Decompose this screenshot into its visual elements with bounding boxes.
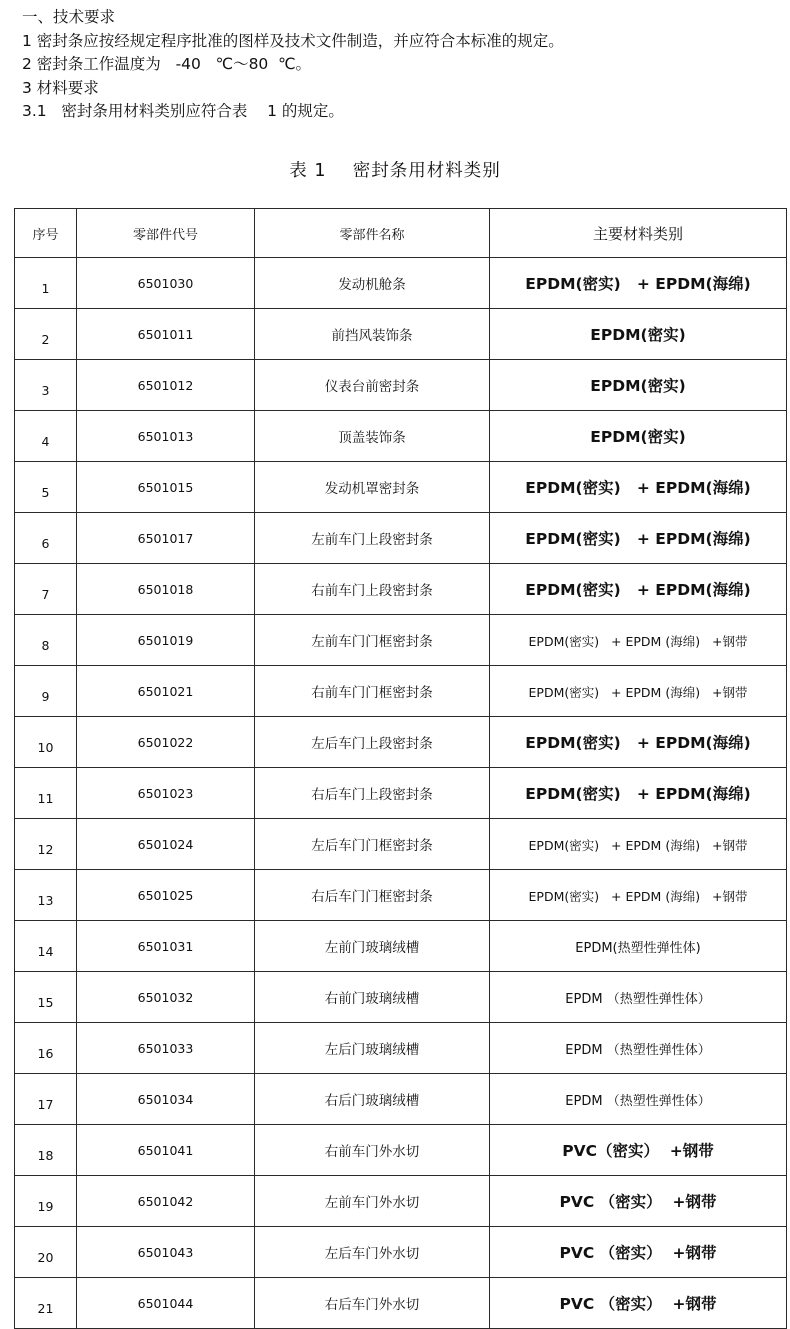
part-name: 前挡风装饰条	[255, 309, 490, 360]
part-name: 右后车门门框密封条	[255, 870, 490, 921]
table-row	[15, 870, 787, 921]
part-name: 左后门玻璃绒槽	[255, 1023, 490, 1074]
material-cell	[490, 360, 787, 411]
part-code: 6501030	[77, 258, 255, 309]
part-name: 左前门玻璃绒槽	[255, 921, 490, 972]
row-number: 16	[15, 1023, 77, 1074]
part-code: 6501021	[77, 666, 255, 717]
material-cell	[490, 1023, 787, 1074]
material-text: EPDM(密实) + EPDM(海绵)	[525, 581, 751, 599]
table-row	[15, 666, 787, 717]
part-name: 右前车门门框密封条	[255, 666, 490, 717]
material-cell	[490, 462, 787, 513]
row-number: 21	[15, 1278, 77, 1329]
header-no: 序号	[15, 209, 77, 258]
part-code: 6501041	[77, 1125, 255, 1176]
table-title: 表 1 密封条用材料类别	[289, 161, 501, 181]
material-text: EPDM(密实) + EPDM(海绵)	[525, 275, 751, 293]
part-code: 6501032	[77, 972, 255, 1023]
header-code: 零部件代号	[77, 209, 255, 258]
row-number: 8	[15, 615, 77, 666]
part-code: 6501025	[77, 870, 255, 921]
table-row	[15, 1074, 787, 1125]
part-name: 右后车门外水切	[255, 1278, 490, 1329]
material-text: EPDM(密实) + EPDM (海绵) +钢带	[528, 837, 748, 853]
material-text: EPDM(密实) + EPDM (海绵) +钢带	[528, 684, 748, 700]
row-number: 7	[15, 564, 77, 615]
part-code: 6501024	[77, 819, 255, 870]
row-number: 3	[15, 360, 77, 411]
table-row	[15, 462, 787, 513]
part-name: 顶盖装饰条	[255, 411, 490, 462]
part-name: 右前车门上段密封条	[255, 564, 490, 615]
material-text: EPDM(密实) + EPDM(海绵)	[525, 734, 751, 752]
requirement-2: 2 密封条工作温度为 -40 ℃～80 ℃。	[22, 55, 312, 74]
row-number: 1	[15, 258, 77, 309]
table-row	[15, 513, 787, 564]
table-row	[15, 309, 787, 360]
table-row	[15, 921, 787, 972]
material-cell	[490, 819, 787, 870]
part-name: 右后门玻璃绒槽	[255, 1074, 490, 1125]
part-name: 左前车门上段密封条	[255, 513, 490, 564]
header-material: 主要材料类别	[490, 209, 787, 258]
row-number: 6	[15, 513, 77, 564]
material-cell	[490, 1278, 787, 1329]
table-row	[15, 972, 787, 1023]
row-number: 20	[15, 1227, 77, 1278]
table-row	[15, 1176, 787, 1227]
part-name: 仪表台前密封条	[255, 360, 490, 411]
requirement-1: 1 密封条应按经规定程序批准的图样及技术文件制造，并应符合本标准的规定。	[22, 31, 564, 50]
material-cell	[490, 870, 787, 921]
header-name: 零部件名称	[255, 209, 490, 258]
part-code: 6501012	[77, 360, 255, 411]
table-row	[15, 717, 787, 768]
table-row	[15, 819, 787, 870]
part-code: 6501023	[77, 768, 255, 819]
part-name: 左后车门外水切	[255, 1227, 490, 1278]
row-number: 2	[15, 309, 77, 360]
table-row	[15, 768, 787, 819]
material-cell	[490, 258, 787, 309]
part-code: 6501033	[77, 1023, 255, 1074]
material-text: PVC（密实） +钢带	[562, 1142, 714, 1160]
material-text: PVC （密实） +钢带	[559, 1295, 717, 1313]
part-name: 右后车门上段密封条	[255, 768, 490, 819]
material-cell	[490, 921, 787, 972]
part-name: 右前门玻璃绒槽	[255, 972, 490, 1023]
row-number: 15	[15, 972, 77, 1023]
part-code: 6501042	[77, 1176, 255, 1227]
table-row	[15, 564, 787, 615]
material-text: EPDM （热塑性弹性体）	[565, 991, 711, 1007]
table-row	[15, 360, 787, 411]
part-name: 左后车门门框密封条	[255, 819, 490, 870]
table-row	[15, 1227, 787, 1278]
material-text: PVC （密实） +钢带	[559, 1244, 717, 1262]
row-number: 18	[15, 1125, 77, 1176]
part-name: 左前车门门框密封条	[255, 615, 490, 666]
material-cell	[490, 411, 787, 462]
row-number: 4	[15, 411, 77, 462]
table-row	[15, 411, 787, 462]
part-name: 左前车门外水切	[255, 1176, 490, 1227]
material-cell	[490, 1176, 787, 1227]
material-text: EPDM （热塑性弹性体）	[565, 1093, 711, 1109]
material-text: EPDM(密实) + EPDM (海绵) +钢带	[528, 633, 748, 649]
part-code: 6501015	[77, 462, 255, 513]
row-number: 9	[15, 666, 77, 717]
requirements-section	[22, 6, 564, 124]
material-text: EPDM(热塑性弹性体)	[575, 940, 701, 956]
row-number: 13	[15, 870, 77, 921]
part-code: 6501044	[77, 1278, 255, 1329]
material-cell	[490, 768, 787, 819]
row-number: 10	[15, 717, 77, 768]
requirement-3-1: 3.1 密封条用材料类别应符合表 1 的规定。	[22, 102, 344, 121]
part-name: 左后车门上段密封条	[255, 717, 490, 768]
table-row	[15, 615, 787, 666]
material-text: PVC （密实） +钢带	[559, 1193, 717, 1211]
part-code: 6501017	[77, 513, 255, 564]
material-text: EPDM(密实)	[590, 428, 686, 446]
part-name: 发动机罩密封条	[255, 462, 490, 513]
section-heading: 一、技术要求	[22, 8, 116, 26]
material-text: EPDM(密实) + EPDM (海绵) +钢带	[528, 888, 748, 904]
part-code: 6501043	[77, 1227, 255, 1278]
row-number: 19	[15, 1176, 77, 1227]
requirement-3: 3 材料要求	[22, 78, 99, 97]
part-code: 6501019	[77, 615, 255, 666]
part-code: 6501013	[77, 411, 255, 462]
material-cell	[490, 564, 787, 615]
row-number: 14	[15, 921, 77, 972]
material-cell	[490, 1125, 787, 1176]
material-cell	[490, 972, 787, 1023]
material-text: EPDM （热塑性弹性体）	[565, 1042, 711, 1058]
part-code: 6501018	[77, 564, 255, 615]
material-cell	[490, 513, 787, 564]
material-cell	[490, 1227, 787, 1278]
table-row	[15, 1278, 787, 1329]
material-text: EPDM(密实) + EPDM(海绵)	[525, 530, 751, 548]
part-name: 发动机舱条	[255, 258, 490, 309]
part-code: 6501034	[77, 1074, 255, 1125]
part-code: 6501022	[77, 717, 255, 768]
material-text: EPDM(密实)	[590, 326, 686, 344]
table-row	[15, 258, 787, 309]
material-text: EPDM(密实) + EPDM(海绵)	[525, 785, 751, 803]
material-cell	[490, 1074, 787, 1125]
row-number: 11	[15, 768, 77, 819]
material-cell	[490, 666, 787, 717]
material-cell	[490, 615, 787, 666]
row-number: 12	[15, 819, 77, 870]
material-text: EPDM(密实) + EPDM(海绵)	[525, 479, 751, 497]
material-text: EPDM(密实)	[590, 377, 686, 395]
material-cell	[490, 309, 787, 360]
table-header-row	[15, 209, 787, 258]
row-number: 5	[15, 462, 77, 513]
material-cell	[490, 717, 787, 768]
table-row	[15, 1125, 787, 1176]
part-code: 6501011	[77, 309, 255, 360]
table-row	[15, 1023, 787, 1074]
part-name: 右前车门外水切	[255, 1125, 490, 1176]
part-code: 6501031	[77, 921, 255, 972]
material-table	[14, 208, 787, 1329]
row-number: 17	[15, 1074, 77, 1125]
